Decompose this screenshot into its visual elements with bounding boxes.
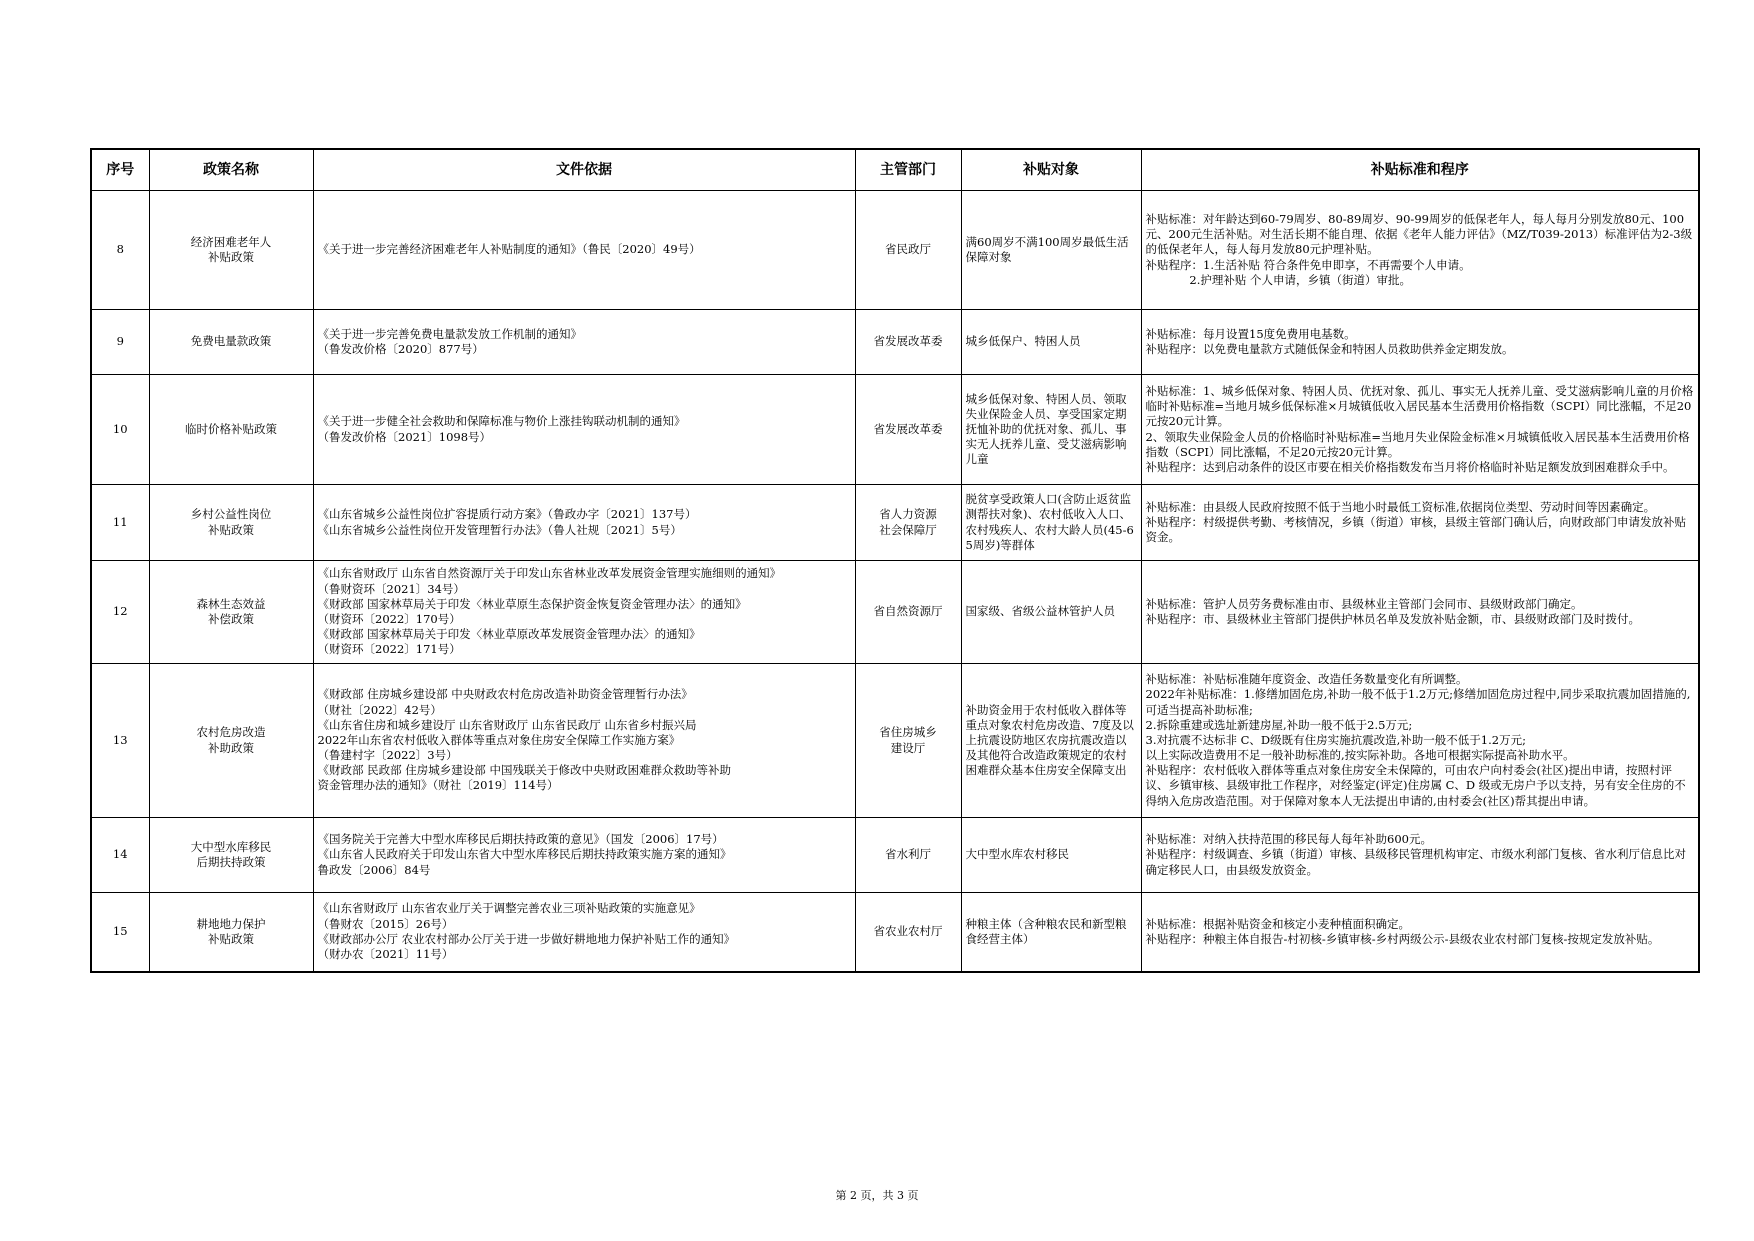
subsidy-standard [1141, 485, 1699, 561]
policy-name [149, 893, 313, 972]
document-basis-line: （财办农〔2021〕11号） [317, 946, 454, 961]
subsidy-standard-line: 补贴程序：市、县级林业主管部门提供护林员名单及发放补贴金额，市、县级财政部门及时拨付。 [1145, 612, 1640, 626]
department [855, 310, 961, 375]
table-header-row [91, 149, 1699, 191]
department-line: 建设厅 [890, 740, 926, 755]
subsidy-standard-line: 补贴程序：农村低收入群体等重点对象住房安全未保障的，可由农户向村委会(社区)提出申请，按照村评议、乡镇审核、县级审批工作程序，对经鉴定(评定)住房属 C、D 级或无房户予以支持，另有安全住房的不得纳入危房改造范围。对于保障对象本人无法提出申请的,由村委会(社区)帮其提出申请。 [1145, 763, 1686, 808]
subsidy-standard-line: 2、领取失业保险金人员的价格临时补贴标准=当地月失业保险金标准×月城镇低收入居民基本生活费用价格指数（SCPI）同比涨幅，不足20元按20元计算。 [1145, 429, 1690, 459]
document-basis-line: 《山东省城乡公益性岗位扩容提质行动方案》（鲁政办字〔2021〕137号） [317, 507, 697, 522]
subsidy-standard-line: 补贴程序：村级调查、乡镇（街道）审核、县级移民管理机构审定、市级水利部门复核、省水利厅信息比对确定移民人口，由县级发放资金。 [1145, 847, 1686, 877]
subsidy-target: 脱贫享受政策人口(含防止返贫监测帮扶对象)、农村低收入人口、农村残疾人、农村大龄人员(45-65周岁)等群体 [961, 485, 1141, 561]
policy-name [149, 485, 313, 561]
header-no: 序号 [91, 149, 149, 191]
policy-name [149, 664, 313, 818]
table-body [91, 191, 1699, 972]
subsidy-standard [1141, 375, 1699, 485]
department-line: 省发展改革委 [873, 421, 943, 436]
subsidy-standard-line: 补贴程序：1.生活补贴 符合条件免申即享，不再需要个人申请。 [1145, 257, 1471, 272]
table-row [91, 485, 1699, 561]
subsidy-standard-line: 补贴程序：达到启动条件的设区市要在相关价格指数发布当月将价格临时补贴足额发放到困难群众手中。 [1145, 459, 1675, 474]
document-basis-line: （鲁财资环〔2021〕34号） [317, 581, 465, 596]
document-basis-line: 《关于进一步完善经济困难老年人补贴制度的通知》（鲁民〔2020〕49号） [317, 242, 701, 257]
policy-name-line: 后期扶持政策 [196, 855, 266, 869]
policy-name-line: 农村危房改造 [196, 725, 266, 740]
policy-name-line: 临时价格补贴政策 [185, 421, 277, 436]
policy-name [149, 818, 313, 893]
subsidy-standard-line: 补贴标准：对纳入扶持范围的移民每人每年补助600元。 [1145, 832, 1432, 847]
department [855, 375, 961, 485]
department-line: 省人力资源 [879, 507, 937, 522]
document-basis-line: 《国务院关于完善大中型水库移民后期扶持政策的意见》（国发〔2006〕17号） [317, 832, 724, 847]
department [855, 191, 961, 310]
document-basis-line: 鲁政发〔2006〕84号 [317, 862, 431, 877]
subsidy-target: 城乡低保户、特困人员 [961, 310, 1141, 375]
department-line: 省发展改革委 [873, 334, 943, 349]
document-basis [313, 664, 855, 818]
department [855, 818, 961, 893]
document-basis-line: 《财政部 国家林草局关于印发〈林业草原生态保护资金恢复资金管理办法〉的通知》 [317, 596, 747, 611]
subsidy-standard-line: 3.对抗震不达标非 C、D级既有住房实施抗震改造,补助一般不低于1.2万元; [1145, 732, 1526, 747]
document-basis-line: 《关于进一步完善免费电量款发放工作机制的通知》 [317, 326, 582, 341]
department-line: 省住房城乡 [879, 725, 937, 740]
policy-name-line: 补贴政策 [208, 250, 254, 264]
subsidy-standard-line: 补贴标准：每月设置15度免费用电基数。 [1145, 326, 1356, 341]
table-row [91, 818, 1699, 893]
document-basis-line: 《山东省住房和城乡建设厅 山东省财政厅 山东省民政厅 山东省乡村振兴局 [317, 717, 697, 732]
document-basis [313, 191, 855, 310]
policy-name [149, 191, 313, 310]
header-basis: 文件依据 [313, 149, 855, 191]
subsidy-standard-line: 补贴标准：补贴标准随年度资金、改造任务数量变化有所调整。 [1145, 672, 1468, 687]
table-row [91, 191, 1699, 310]
subsidy-standard-line: 以上实际改造费用不足一般补助标准的,按实际补助。各地可根据实际提高补助水平。 [1145, 748, 1575, 763]
subsidy-standard-line: 补贴标准：1、城乡低保对象、特困人员、优抚对象、孤儿、事实无人抚养儿童、受艾滋病影响儿童的月价格临时补贴标准=当地月城乡低保标准×月城镇低收入居民基本生活费用价格指数（SCPI）同比涨幅，不足20元按20元计算。 [1145, 383, 1694, 429]
subsidy-target: 补助资金用于农村低收入群体等重点对象农村危房改造、7度及以上抗震设防地区农房抗震改造以及其他符合改造政策规定的农村困难群众基本住房安全保障支出 [961, 664, 1141, 818]
row-number: 10 [91, 375, 149, 485]
department-line: 省自然资源厅 [873, 604, 943, 619]
document-basis [313, 818, 855, 893]
document-basis-line: 《财政部 民政部 住房城乡建设部 中国残联关于修改中央财政困难群众救助等补助 [317, 763, 731, 778]
row-number: 12 [91, 561, 149, 664]
department-line: 社会保障厅 [879, 522, 937, 537]
table-row [91, 375, 1699, 485]
header-dept: 主管部门 [855, 149, 961, 191]
document-basis-line: （财资环〔2022〕171号） [317, 642, 461, 657]
document-basis-line: （鲁发改价格〔2020〕877号） [317, 342, 484, 356]
subsidy-standard-line: 补贴程序：以免费电量款方式随低保金和特困人员救助供养金定期发放。 [1145, 342, 1514, 356]
document-basis-line: 《财政部办公厅 农业农村部办公厅关于进一步做好耕地地力保护补贴工作的通知》 [317, 931, 736, 946]
subsidy-target: 大中型水库农村移民 [961, 818, 1141, 893]
policy-name [149, 561, 313, 664]
policy-name-line: 乡村公益性岗位 [190, 507, 272, 522]
document-basis-line: 《财政部 国家林草局关于印发〈林业草原改革发展资金管理办法〉的通知》 [317, 627, 701, 642]
department-line: 省农业农村厅 [873, 924, 943, 939]
header-name: 政策名称 [149, 149, 313, 191]
policy-name-line: 补偿政策 [208, 612, 254, 626]
document-basis [313, 310, 855, 375]
subsidy-standard-line: 2.护理补贴 个人申请，乡镇（街道）审批。 [1145, 272, 1412, 287]
policy-name-line: 大中型水库移民 [190, 839, 272, 854]
department-line: 省水利厅 [885, 847, 931, 862]
row-number: 11 [91, 485, 149, 561]
document-basis-line: 《关于进一步健全社会救助和保障标准与物价上涨挂钩联动机制的通知》 [317, 414, 686, 429]
subsidy-target: 满60周岁不满100周岁最低生活保障对象 [961, 191, 1141, 310]
policy-table [90, 148, 1700, 973]
table-row [91, 561, 1699, 664]
row-number: 14 [91, 818, 149, 893]
subsidy-standard [1141, 818, 1699, 893]
subsidy-standard-line: 2022年补贴标准：1.修缮加固危房,补助一般不低于1.2万元;修缮加固危房过程中,同步采取抗震加固措施的,可适当提高补助标准; [1145, 687, 1691, 717]
row-number: 15 [91, 893, 149, 972]
document-basis-line: 《山东省人民政府关于印发山东省大中型水库移民后期扶持政策实施方案的通知》 [317, 847, 732, 862]
document-basis [313, 893, 855, 972]
subsidy-standard [1141, 310, 1699, 375]
document-basis-line: 《山东省财政厅 山东省农业厅关于调整完善农业三项补贴政策的实施意见》 [317, 901, 701, 916]
document-basis [313, 561, 855, 664]
document-basis-line: 资金管理办法的通知》（财社〔2019〕114号） [317, 778, 559, 793]
policy-name-line: 补贴政策 [208, 931, 254, 946]
row-number: 8 [91, 191, 149, 310]
subsidy-target: 城乡低保对象、特困人员、领取失业保险金人员、享受国家定期抚恤补助的优抚对象、孤儿、事实无人抚养儿童、受艾滋病影响儿童 [961, 375, 1141, 485]
table-row [91, 893, 1699, 972]
policy-name-line: 耕地地力保护 [196, 916, 266, 931]
document-basis-line: （财社〔2022〕42号） [317, 702, 442, 717]
page-footer: 第 2 页，共 3 页 [835, 1189, 919, 1202]
subsidy-target: 种粮主体（含种粮农民和新型粮食经营主体） [961, 893, 1141, 972]
subsidy-standard [1141, 893, 1699, 972]
document-basis-line: （鲁建村字〔2022〕3号） [317, 748, 458, 763]
document-basis [313, 375, 855, 485]
subsidy-standard-line: 补贴标准：管护人员劳务费标准由市、县级林业主管部门会同市、县级财政部门确定。 [1145, 596, 1583, 611]
document-basis-line: 《山东省财政厅 山东省自然资源厅关于印发山东省林业改革发展资金管理实施细则的通知》 [317, 566, 782, 581]
row-number: 13 [91, 664, 149, 818]
document-basis-line: （鲁财农〔2015〕26号） [317, 916, 454, 931]
department [855, 561, 961, 664]
department [855, 485, 961, 561]
subsidy-standard-line: 补贴标准：对年龄达到60-79周岁、80-89周岁、90-99周岁的低保老年人，每人每月分别发放80元、100元、200元生活补贴。对生活长期不能自理、依据《老年人能力评估》（MZ/T039-2013）标准评估为2-3级的低保老年人，每人每月发放80元护理补贴。 [1145, 212, 1693, 257]
subsidy-standard [1141, 664, 1699, 818]
policy-name [149, 375, 313, 485]
table-row [91, 664, 1699, 818]
document-basis-line: （鲁发改价格〔2021〕1098号） [317, 429, 492, 444]
department [855, 893, 961, 972]
subsidy-standard [1141, 191, 1699, 310]
policy-name-line: 经济困难老年人 [190, 234, 272, 249]
header-target: 补贴对象 [961, 149, 1141, 191]
document-basis-line: 2022年山东省农村低收入群体等重点对象住房安全保障工作实施方案》 [317, 732, 681, 747]
table-row [91, 310, 1699, 375]
subsidy-standard [1141, 561, 1699, 664]
subsidy-standard-line: 2.拆除重建或选址新建房屋,补助一般不低于2.5万元; [1145, 717, 1413, 732]
policy-name-line: 补助政策 [208, 740, 254, 755]
subsidy-standard-line: 补贴标准：根据补贴资金和核定小麦种植面积确定。 [1145, 916, 1410, 931]
document-basis-line: 《山东省城乡公益性岗位开发管理暂行办法》（鲁人社规〔2021〕5号） [317, 522, 682, 537]
document-basis-line: 《财政部 住房城乡建设部 中央财政农村危房改造补助资金管理暂行办法》 [317, 687, 693, 702]
row-number: 9 [91, 310, 149, 375]
subsidy-standard-line: 补贴程序：种粮主体自报告-村初核-乡镇审核-乡村两级公示-县级农业农村部门复核-按规定发放补贴。 [1145, 931, 1660, 946]
department [855, 664, 961, 818]
policy-name-line: 补贴政策 [208, 522, 254, 537]
document-basis-line: （财资环〔2022〕170号） [317, 612, 461, 626]
policy-name-line: 森林生态效益 [196, 596, 266, 611]
policy-name-line: 免费电量款政策 [190, 334, 272, 349]
header-standard: 补贴标准和程序 [1141, 149, 1699, 191]
department-line: 省民政厅 [885, 242, 931, 257]
subsidy-standard-line: 补贴标准：由县级人民政府按照不低于当地小时最低工资标准,依据岗位类型、劳动时间等因素确定。 [1145, 499, 1656, 514]
subsidy-standard-line: 补贴程序：村级提供考勤、考核情况，乡镇（街道）审核，县级主管部门确认后，向财政部门申请发放补贴资金。 [1145, 514, 1686, 545]
subsidy-target: 国家级、省级公益林管护人员 [961, 561, 1141, 664]
document-basis [313, 485, 855, 561]
policy-name [149, 310, 313, 375]
